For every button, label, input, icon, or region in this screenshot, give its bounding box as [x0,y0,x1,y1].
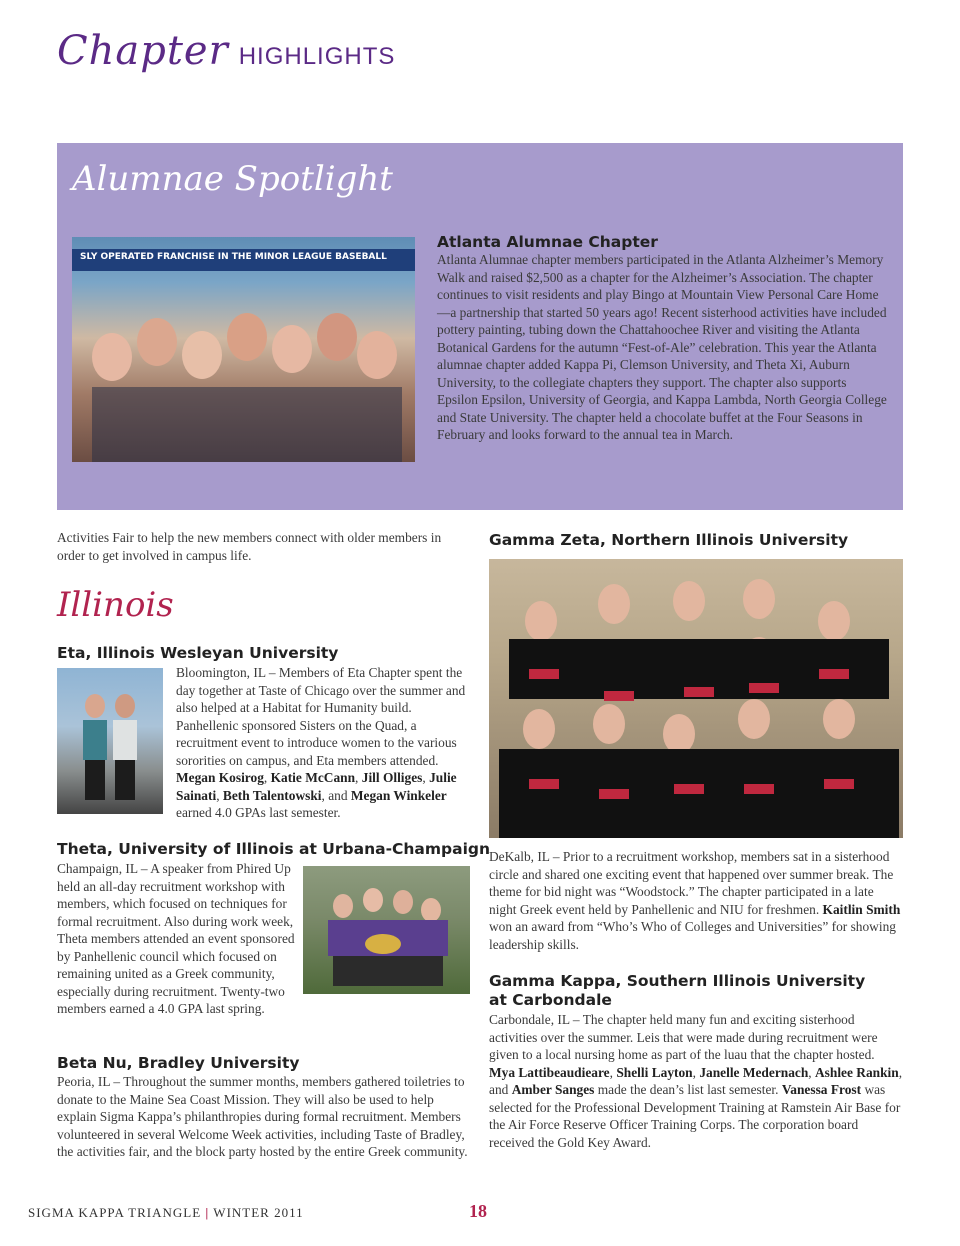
publication-name: SIGMA KAPPA TRIANGLE [28,1205,202,1220]
eta-heading: Eta, Illinois Wesleyan University [57,644,339,662]
eta-separator: , [355,770,362,785]
eta-text-intro: Bloomington, IL – Members of Eta Chapter spent the day together at Taste of Chicago over the summer and also helped at a Habitat for Humanity build. Panhellenic sponsored Sisters on the Quad, a recruitment event to introduce women to the various sororities on campus, and Eta members attended. [176,665,466,768]
gk-text-mid: made the dean’s list last semester. [594,1082,782,1097]
gamma-kappa-text [489,1011,903,1151]
gk-separator: , and [489,1064,903,1097]
eta-member-name: Beth Talentowski [222,787,322,803]
gz-text-intro: DeKalb, IL – Prior to a recruitment workshop, members sat in a sisterhood circle and shared one exciting event that happened over summer break. The theme for bid night was “Woodstock.” The chapter participated in a late night Greek event held by Panhellenic and NIU for freshmen. [489,849,894,917]
gk-separator: , [609,1064,617,1080]
gz-text-end: won an award from “Who’s Who of Colleges and Universities” for showing leadership skills. [489,919,896,952]
gk-text-intro: Carbondale, IL – The chapter held many fun and exciting sisterhood activities over the summer. Leis that were made during recruitment were given to a local nursing home as part of the luau that the chapter hosted. [489,1012,878,1062]
eta-member-name: Megan Kosirog [176,770,264,785]
gk-member-name: Janelle Medernach [699,1064,809,1080]
illinois-section-title: Illinois [57,585,174,625]
issue-name: WINTER 2011 [213,1205,304,1220]
page-number: 18 [469,1201,487,1221]
eta-member-name: Megan Winkeler [350,787,447,803]
gk-member-name: Ashlee Rankin [815,1064,899,1080]
gz-member-name: Kaitlin Smith [822,901,901,917]
spotlight-title: Alumnae Spotlight [72,159,393,199]
eta-member-name: Katie McCann [270,770,356,785]
gamma-zeta-text [489,848,903,953]
gamma-zeta-heading: Gamma Zeta, Northern Illinois University [489,531,849,549]
page-footer [28,1205,304,1221]
betanu-heading: Beta Nu, Bradley University [57,1054,300,1072]
atlanta-text: Atlanta Alumnae chapter members participated in the Atlanta Alzheimer’s Memory Walk and raised $2,500 as a chapter for the Alzheimer’s Association. The chapter continues to visit residents and play Bingo at Mountain View Personal Care Home—a partnership that started 50 years ago! Recent sisterhood activities have included pottery painting, tubing down the Chattahoochee River and visiting the Atlanta Botanical Gardens for the autumn “Fest-of-Ale” celebration. This year the Atlanta alumnae chapter added Kappa Pi, Clemson University, and Theta Xi, Auburn University, to the collegiate chapters they support. The chapter also supports Epsilon Epsilon, University of Georgia, and Kappa Lambda, North Georgia College and State University. The chapter held a chocolate buffet at the Four Seasons in February and looks forward to the annual tea in March. [437,252,887,442]
eta-photo [57,668,163,814]
gk-member-name: Amber Sanges [511,1082,595,1097]
eta-text [176,664,472,822]
alumnae-spotlight-box [57,143,903,510]
atlanta-heading: Atlanta Alumnae Chapter [437,233,658,251]
eta-text-end: earned 4.0 GPAs last semester. [176,805,341,820]
footer-divider: | [205,1205,210,1220]
page-header [57,28,457,88]
gk-member-name: Mya Lattibeaudieare [489,1064,610,1080]
eta-separator: , and [321,787,351,803]
eta-member-name: Julie Sainati [176,770,457,803]
gamma-kappa-heading: Gamma Kappa, Southern Illinois University at Carbondale [489,972,866,1009]
eta-member-name: Jill Olliges [361,770,423,785]
eta-separator: , [216,787,223,803]
gk-text-end: was selected for the Professional Development Training at Ramstein Air Base for the Air Force Reserve Officer Training Corps. The corporation board received the Gold Key Award. [489,1082,901,1150]
gk-separator: , [808,1064,815,1080]
theta-text: Champaign, IL – A speaker from Phired Up held an all-day recruitment workshop with members, which focused on techniques for formal recruitment. Also during work week, Theta members attended an event sponsored by Panhellenic council which focused on remaining united as a Greek community, especially during recruitment. Twenty-two members earned a 4.0 GPA last spring. [57,861,295,1016]
eta-separator: , [263,770,271,785]
gk-member-name: Shelli Layton [616,1064,693,1080]
header-caps-word: HIGHLIGHTS [238,43,396,70]
header-script-word: Chapter [57,28,229,74]
photo-banner-text: SLY OPERATED FRANCHISE IN THE MINOR LEAGUE BASEBALL [80,252,387,262]
theta-heading: Theta, University of Illinois at Urbana-Champaign [57,840,491,858]
theta-photo [303,866,470,994]
gamma-zeta-photo [489,559,903,838]
eta-separator: , [422,770,430,785]
gk-separator: , [692,1064,700,1080]
betanu-text: Peoria, IL – Throughout the summer months, members gathered toiletries to donate to the Maine Sea Coast Mission. They will also be used to help explain Sigma Kappa’s philanthropies during formal recruitment. Members volunteered in several Welcome Week activities, including Taste of Bradley, the activities fair, and the block party hosted by the entire Greek community. [57,1074,468,1159]
activities-fair-text: Activities Fair to help the new members connect with older members in order to get involved in campus life. [57,530,442,563]
atlanta-alumnae-photo [72,237,415,462]
gk-member-name: Vanessa Frost [781,1082,862,1097]
